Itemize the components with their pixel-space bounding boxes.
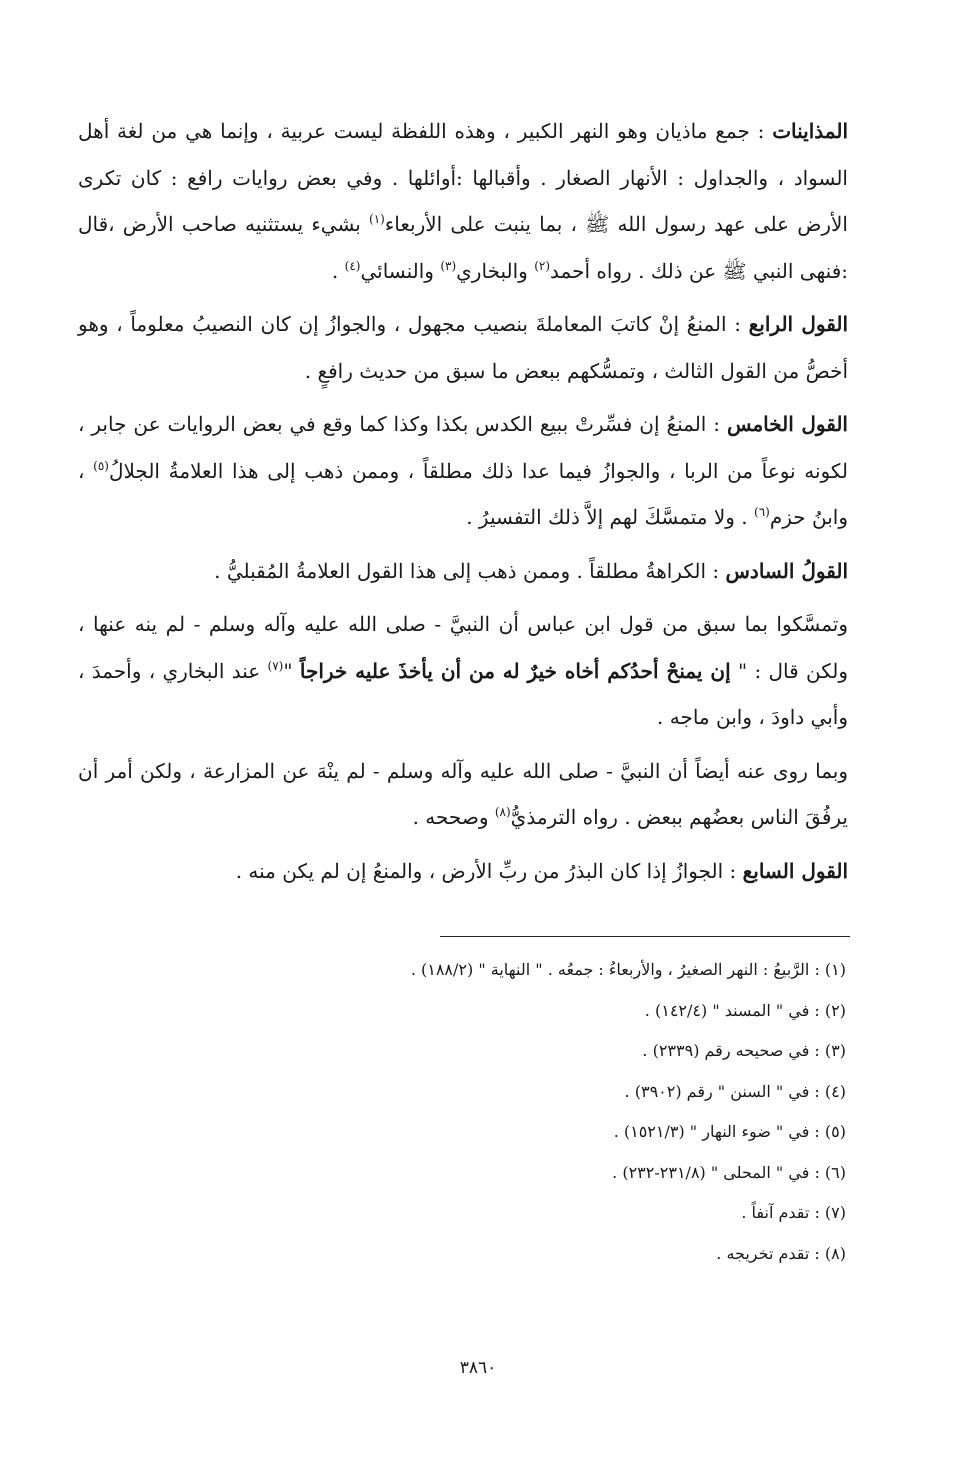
footnote-ref: (٤) xyxy=(344,258,361,273)
footnote-ref: (٨) xyxy=(494,805,511,819)
footnote-6: (٦) : في " المحلى " (٢٣١/٨-٢٣٢) . xyxy=(612,1162,846,1182)
paragraph-text: عند البخاري ، وأحمدَ ، وأبي داودَ ، وابن ماجه . xyxy=(78,658,848,729)
footnote-4: (٤) : في " السنن " رقم (٣٩٠٢) . xyxy=(624,1081,846,1101)
footnotes xyxy=(206,950,846,1274)
footnote-2: (٢) : في " المسند " (١٤٢/٤) . xyxy=(644,1000,846,1020)
paragraph-text: : الجوازُ إذا كان البذرُ من ربِّ الأرض ، والمنعُ إن لم يكن منه . xyxy=(235,858,743,883)
footnote-ref: (٧) xyxy=(267,658,284,673)
footnote-3: (٣) : في صحيحه رقم (٢٣٣٩) . xyxy=(642,1041,846,1060)
paragraph-text: وصححه . xyxy=(412,805,495,829)
term-seventh-opinion: القول السابع xyxy=(742,858,848,883)
paragraph-text: ، وابنُ حزم xyxy=(78,458,848,529)
paragraph-ibn-abbas xyxy=(78,601,848,741)
paragraph-text: والنسائي xyxy=(360,258,441,283)
paragraph-text: " xyxy=(283,658,300,683)
paragraph-text: : جمع ماذيان وهو النهر الكبير ، وهذه اللفظة ليست عربية ، وإنما هي من لغة أهل السواد ، والجداول : الأنهار الصغار . وأقبالها :أوائلها . وفي بعض روايات رافع : كان تكرى الأرض على عهد رسول الله ﷺ ، بما ينبت على الأربعاء xyxy=(78,119,848,236)
footnote-ref: (٣) xyxy=(440,258,457,273)
page-number: ٣٨٦٠ xyxy=(459,1358,497,1378)
paragraph-text: وبما روى عنه أيضاً أن النبيَّ - صلى الله عليه وآله وسلم - لم ينْهَ عن المزارعة ، ولكن أمر أن يرفُقَ الناس بعضُهم ببعض . رواه الترمذيُّ xyxy=(78,758,848,829)
paragraph-text: . ولا متمسَّكَ لهم إلاَّ ذلك التفسيرُ . xyxy=(466,505,755,529)
paragraph-tirmidhi xyxy=(78,748,848,841)
paragraph-madhaynat xyxy=(78,108,848,294)
paragraph-seventh-opinion xyxy=(78,848,848,895)
footnote-divider xyxy=(440,936,850,937)
footnote-ref: (١) xyxy=(369,212,385,226)
footnote-ref: (٥) xyxy=(93,458,109,473)
term-sixth-opinion: القولُ السادس xyxy=(725,558,848,583)
term-fourth-opinion: القول الرابع xyxy=(748,312,848,336)
term-fifth-opinion: القول الخامس xyxy=(726,412,848,436)
paragraph-text: والبخاري xyxy=(456,258,535,283)
term-madhaynat: المذاينات xyxy=(772,119,848,143)
paragraph-text: وتمسَّكوا بما سبق من قول ابن عباس أن النبيَّ - صلى الله عليه وآله وسلم - لم ينه عنها ، ولكن قال : " xyxy=(78,612,848,683)
footnote-8: (٨) : تقدم تخريجه . xyxy=(716,1243,846,1263)
footnote-5: (٥) : في " ضوء النهار " (١٥٢١/٣) . xyxy=(613,1122,846,1141)
paragraph-text: : المنعُ إن فسِّرتْ ببيع الكدس بكذا وكذا كما وقع في بعض الروايات عن جابر ، لكونه نوعاً من الربا ، والجوازُ فيما عدا ذلك مطلقاً ، وممن ذهب إلى هذا العلامةُ الجلالُ xyxy=(78,412,849,483)
paragraph-sixth-opinion xyxy=(78,548,848,595)
paragraph-text: بشيء يستثنيه صاحب الأرض ،قال :فنهى النبي ﷺ عن ذلك . رواه أحمد xyxy=(78,212,848,283)
paragraph-fourth-opinion xyxy=(78,301,848,394)
main-text xyxy=(78,108,848,901)
paragraph-text: . xyxy=(331,258,345,283)
paragraph-text: : المنعُ إنْ كاتبَ المعاملةَ بنصيب مجهول ، والجوازُ إن كان النصيبُ معلوماً ، وهو أخصُّ من القول الثالث ، وتمسُّكهم ببعض ما سبق من حديث رافعٍ . xyxy=(78,312,848,383)
footnote-1: (١) : الرَّبيعُ : النهر الصغيرُ ، والأربعاءُ : جمعُه . " النهاية " (١٨٨/٢) . xyxy=(410,960,846,979)
footnote-ref: (٦) xyxy=(754,505,770,519)
hadith-quote: إن يمنحْ أحدُكم أخاه خيرٌ له من أن يأخذَ عليه خراجاً xyxy=(299,658,731,683)
footnote-7: (٧) : تقدم آنفاً . xyxy=(741,1203,846,1222)
footnote-ref: (٢) xyxy=(534,258,551,273)
paragraph-fifth-opinion xyxy=(78,401,848,541)
paragraph-text: : الكراهةُ مطلقاً . وممن ذهب إلى هذا القول العلامةُ المُقبليُّ . xyxy=(214,558,726,583)
